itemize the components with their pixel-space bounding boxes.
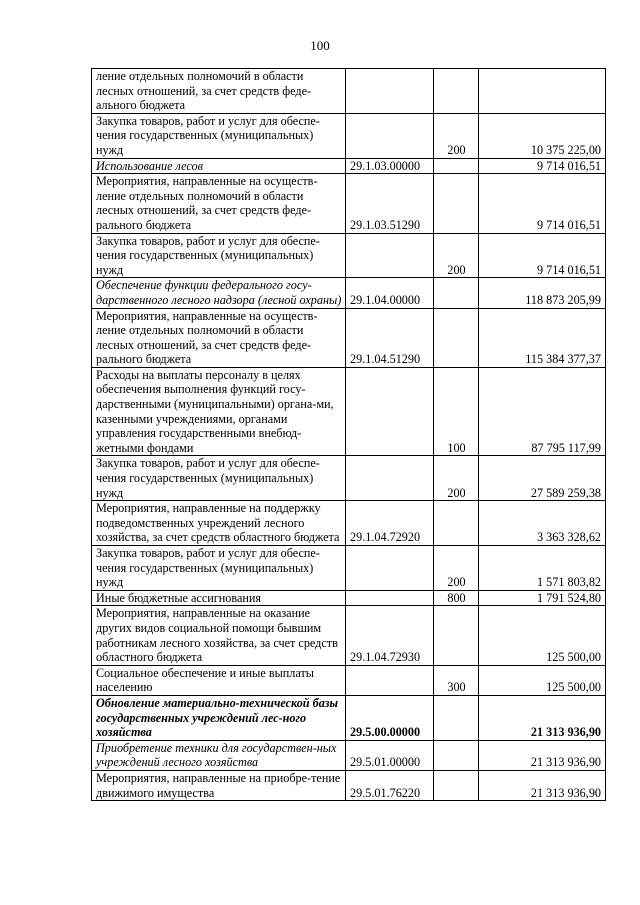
table-row (92, 695, 606, 740)
row-expense-type (434, 501, 479, 546)
table-row (92, 113, 606, 158)
row-name: Мероприятия, направленные на осуществ-ление отдельных полномочий в области лесных отношений, за счет средств феде-рального бюджета (92, 308, 346, 367)
table-row (92, 456, 606, 501)
row-code: 29.1.04.00000 (346, 278, 434, 308)
row-code (346, 665, 434, 695)
row-code: 29.1.04.72920 (346, 501, 434, 546)
row-code: 29.5.00.00000 (346, 695, 434, 740)
row-code (346, 456, 434, 501)
table-row (92, 665, 606, 695)
table-row (92, 770, 606, 800)
row-sum: 21 313 936,90 (479, 770, 606, 800)
row-expense-type: 800 (434, 590, 479, 606)
row-expense-type (434, 278, 479, 308)
row-expense-type (434, 308, 479, 367)
row-sum: 115 384 377,37 (479, 308, 606, 367)
row-name: Социальное обеспечение и иные выплаты населению (92, 665, 346, 695)
row-expense-type (434, 174, 479, 233)
table-row (92, 233, 606, 278)
row-code: 29.5.01.00000 (346, 740, 434, 770)
table-row (92, 606, 606, 665)
table-row (92, 501, 606, 546)
row-name: Расходы на выплаты персоналу в целях обеспечения выполнения функций госу-дарственными (муниципальными) органа-ми, казенными учреждениями, органами управления государственными внебюд-жетными фондами (92, 367, 346, 456)
table-row (92, 367, 606, 456)
row-sum: 9 714 016,51 (479, 158, 606, 174)
row-expense-type (434, 158, 479, 174)
row-expense-type: 200 (434, 456, 479, 501)
row-sum: 1 791 524,80 (479, 590, 606, 606)
row-sum (479, 69, 606, 114)
row-code: 29.1.03.51290 (346, 174, 434, 233)
page-number: 100 (310, 38, 330, 53)
row-code: 29.1.03.00000 (346, 158, 434, 174)
row-name: ление отдельных полномочий в области лесных отношений, за счет средств феде-ального бюджета (92, 69, 346, 114)
row-name: Мероприятия, направленные на осуществ-ление отдельных полномочий в области лесных отношений, за счет средств феде-рального бюджета (92, 174, 346, 233)
table-row (92, 174, 606, 233)
row-expense-type: 200 (434, 233, 479, 278)
row-name: Использование лесов (92, 158, 346, 174)
row-code (346, 367, 434, 456)
row-expense-type: 200 (434, 113, 479, 158)
row-name: Мероприятия, направленные на поддержку подведомственных учреждений лесного хозяйства, за счет средств областного бюджета (92, 501, 346, 546)
row-expense-type (434, 606, 479, 665)
row-sum: 10 375 225,00 (479, 113, 606, 158)
row-code (346, 113, 434, 158)
row-name: Закупка товаров, работ и услуг для обеспе-чения государственных (муниципальных) нужд (92, 546, 346, 591)
row-name: Мероприятия, направленные на приобре-тение движимого имущества (92, 770, 346, 800)
row-sum: 21 313 936,90 (479, 695, 606, 740)
row-name: Иные бюджетные ассигнования (92, 590, 346, 606)
row-name: Закупка товаров, работ и услуг для обеспе-чения государственных (муниципальных) нужд (92, 113, 346, 158)
row-name: Закупка товаров, работ и услуг для обеспе-чения государственных (муниципальных) нужд (92, 233, 346, 278)
table-row (92, 590, 606, 606)
table-row (92, 69, 606, 114)
row-code: 29.1.04.72930 (346, 606, 434, 665)
row-sum: 1 571 803,82 (479, 546, 606, 591)
row-name: Обеспечение функции федерального госу-дарственного лесного надзора (лесной охраны) (92, 278, 346, 308)
row-sum: 87 795 117,99 (479, 367, 606, 456)
row-expense-type: 100 (434, 367, 479, 456)
table-row (92, 308, 606, 367)
row-expense-type (434, 740, 479, 770)
budget-table (91, 68, 606, 801)
row-name: Приобретение техники для государствен-ных учреждений лесного хозяйства (92, 740, 346, 770)
table-row (92, 740, 606, 770)
table-row (92, 278, 606, 308)
row-sum: 27 589 259,38 (479, 456, 606, 501)
row-name: Мероприятия, направленные на оказание других видов социальной помощи бывшим работникам лесного хозяйства, за счет средств областного бюджета (92, 606, 346, 665)
row-name: Обновление материально-технической базы государственных учреждений лес-ного хозяйства (92, 695, 346, 740)
row-code (346, 546, 434, 591)
row-code: 29.1.04.51290 (346, 308, 434, 367)
budget-table-body (92, 69, 606, 801)
row-expense-type: 300 (434, 665, 479, 695)
row-sum: 125 500,00 (479, 606, 606, 665)
row-code (346, 590, 434, 606)
row-expense-type: 200 (434, 546, 479, 591)
row-expense-type (434, 770, 479, 800)
row-sum: 125 500,00 (479, 665, 606, 695)
row-sum: 118 873 205,99 (479, 278, 606, 308)
row-expense-type (434, 69, 479, 114)
row-sum: 21 313 936,90 (479, 740, 606, 770)
row-expense-type (434, 695, 479, 740)
row-code: 29.5.01.76220 (346, 770, 434, 800)
row-name: Закупка товаров, работ и услуг для обеспе-чения государственных (муниципальных) нужд (92, 456, 346, 501)
row-sum: 9 714 016,51 (479, 174, 606, 233)
row-sum: 9 714 016,51 (479, 233, 606, 278)
row-code (346, 233, 434, 278)
table-row (92, 546, 606, 591)
row-code (346, 69, 434, 114)
row-sum: 3 363 328,62 (479, 501, 606, 546)
table-row (92, 158, 606, 174)
